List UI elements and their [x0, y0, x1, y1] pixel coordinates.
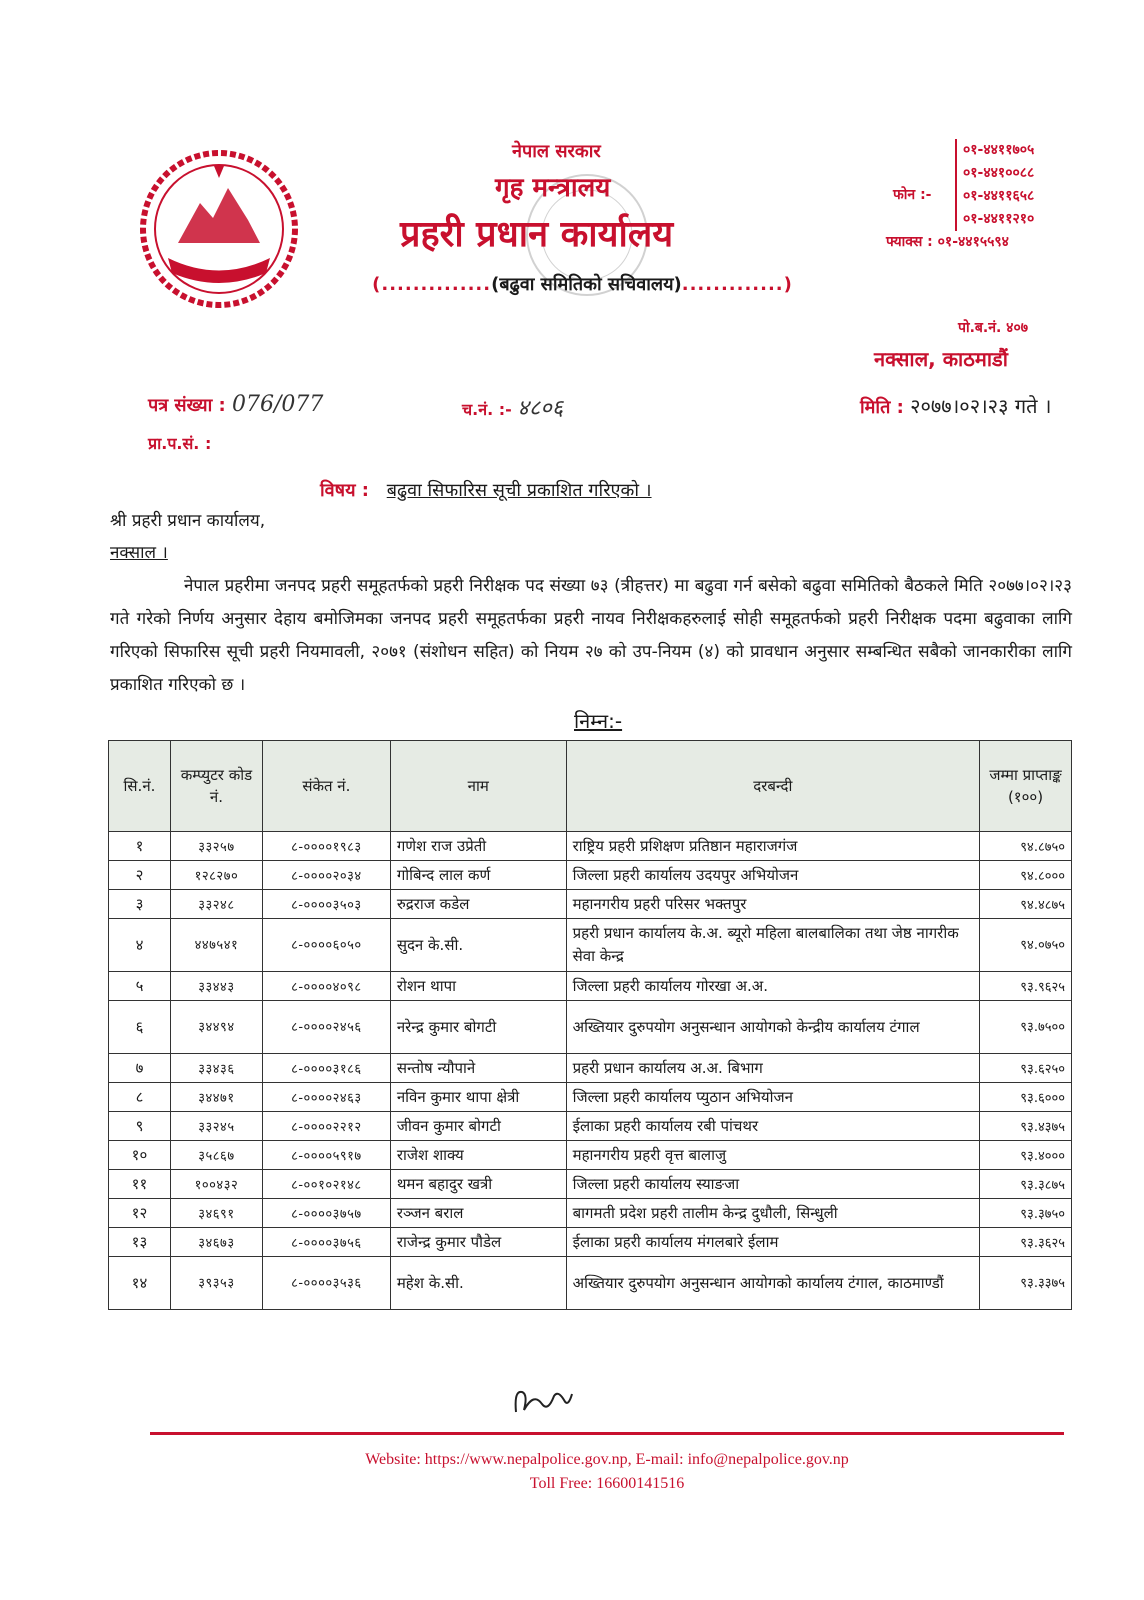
cn-label: च.नं. :- — [462, 400, 512, 419]
header-symbol: संकेत नं. — [262, 741, 390, 832]
cell-code: ३४४९४ — [170, 1001, 262, 1054]
cell-name: नविन कुमार थापा क्षेत्री — [390, 1083, 566, 1112]
cell-symbol: ८-००१०२१४८ — [262, 1170, 390, 1199]
cell-code: ४४७५४१ — [170, 919, 262, 972]
date-value: २०७७।०२।२३ गते । — [910, 394, 1052, 418]
cell-code: १२८२७० — [170, 861, 262, 890]
recipient-line-2: नक्साल । — [110, 543, 168, 563]
cell-symbol: ८-००००२४६३ — [262, 1083, 390, 1112]
cell-name: रोशन थापा — [390, 972, 566, 1001]
subject-label: विषय : — [320, 480, 369, 501]
cell-code: ३३४३६ — [170, 1054, 262, 1083]
dispatch-number — [462, 392, 563, 422]
cell-symbol: ८-००००२२१२ — [262, 1112, 390, 1141]
promotion-list-table — [108, 740, 1072, 1310]
cell-score: ९४.८००० — [980, 861, 1072, 890]
table-row — [109, 832, 1072, 861]
office-address: नक्साल, काठमाडौं — [874, 347, 1008, 371]
cell-score: ९३.३८७५ — [980, 1170, 1072, 1199]
cell-sn: ४ — [109, 919, 171, 972]
header-name: नाम — [390, 741, 566, 832]
cell-name: जीवन कुमार बोगटी — [390, 1112, 566, 1141]
ministry-title: गृह मन्त्रालय — [495, 173, 611, 203]
cell-score: ९४.०७५० — [980, 919, 1072, 972]
cell-code: ३३२४५ — [170, 1112, 262, 1141]
cell-score: ९४.८७५० — [980, 832, 1072, 861]
cell-sn: १२ — [109, 1199, 171, 1228]
cell-post: जिल्ला प्रहरी कार्यालय उदयपुर अभियोजन — [566, 861, 979, 890]
office-title: प्रहरी प्रधान कार्यालय — [400, 214, 674, 255]
table-row — [109, 972, 1072, 1001]
cell-post: जिल्ला प्रहरी कार्यालय स्याङजा — [566, 1170, 979, 1199]
header-score: जम्मा प्राप्ताङ्क (१००) — [980, 741, 1072, 832]
cell-code: ३३२४८ — [170, 890, 262, 919]
cell-score: ९३.४००० — [980, 1141, 1072, 1170]
cell-post: जिल्ला प्रहरी कार्यालय प्युठान अभियोजन — [566, 1083, 979, 1112]
cn-value: ४८०६ — [517, 396, 564, 421]
table-row — [109, 1257, 1072, 1310]
cell-sn: ९ — [109, 1112, 171, 1141]
cell-name: थमन बहादुर खत्री — [390, 1170, 566, 1199]
cell-sn: ५ — [109, 972, 171, 1001]
cell-name: गणेश राज उप्रेती — [390, 832, 566, 861]
cell-sn: १३ — [109, 1228, 171, 1257]
cell-symbol: ८-००००३७५७ — [262, 1199, 390, 1228]
table-row — [109, 890, 1072, 919]
cell-post: महानगरीय प्रहरी वृत्त बालाजु — [566, 1141, 979, 1170]
cell-score: ९३.७५०० — [980, 1001, 1072, 1054]
cell-post: महानगरीय प्रहरी परिसर भक्तपुर — [566, 890, 979, 919]
cell-sn: १० — [109, 1141, 171, 1170]
cell-sn: ६ — [109, 1001, 171, 1054]
cell-score: ९३.६२५० — [980, 1054, 1072, 1083]
secretariat-title: (बढुवा समितिको सचिवालय) — [491, 274, 682, 295]
cell-name: रुद्रराज कडेल — [390, 890, 566, 919]
footer-tollfree: Toll Free: 16600141516 — [529, 1475, 685, 1492]
cell-code: ३३४४३ — [170, 972, 262, 1001]
cell-name: रञ्जन बराल — [390, 1199, 566, 1228]
cell-code: ३९३५३ — [170, 1257, 262, 1310]
cell-score: ९३.३७५० — [980, 1199, 1072, 1228]
prapa-number: प्रा.प.सं. : — [148, 434, 212, 453]
table-row — [109, 1083, 1072, 1112]
cell-post: अख्तियार दुरुपयोग अनुसन्धान आयोगको केन्द्रीय कार्यालय टंगाल — [566, 1001, 979, 1054]
cell-symbol: ८-००००३७५६ — [262, 1228, 390, 1257]
cell-post: राष्ट्रिय प्रहरी प्रशिक्षण प्रतिष्ठान महाराजगंज — [566, 832, 979, 861]
table-row — [109, 1001, 1072, 1054]
cell-score: ९३.३३७५ — [980, 1257, 1072, 1310]
table-row — [109, 919, 1072, 972]
government-title: नेपाल सरकार — [512, 141, 601, 162]
header-post: दरबन्दी — [566, 741, 979, 832]
cell-symbol: ८-००००६०५० — [262, 919, 390, 972]
cell-code: १००४३२ — [170, 1170, 262, 1199]
phone-number: ०१-४४११२१० — [963, 211, 1035, 227]
below-heading: निम्न:- — [574, 709, 623, 733]
cell-code: ३४४७१ — [170, 1083, 262, 1112]
cell-symbol: ८-००००३१८६ — [262, 1054, 390, 1083]
subject-text: बढुवा सिफारिस सूची प्रकाशित गरिएको । — [386, 480, 652, 501]
letter-body: नेपाल प्रहरीमा जनपद प्रहरी समूहतर्फको प्रहरी निरीक्षक पद संख्या ७३ (त्रीहत्तर) मा बढुवा गर्न बसेको बढुवा समितिको बैठकले मिति २०७७।०२।२३ गते गरेको निर्णय अनुसार देहाय बमोजिमका जनपद प्रहरी समूहतर्फका प्रहरी नायव निरीक्षकहरुलाई सोही समूहतर्फको प्रहरी निरीक्षक पदमा बढुवाका लागि गरिएको सिफारिस सूची प्रहरी नियमावली, २०७१ (संशोधन सहित) को नियम २७ को उप-नियम (४) को प्रावधान अनुसार सम्बन्धित सबैको जानकारीका लागि प्रकाशित गरिएको छ । — [110, 576, 1072, 695]
fax-number: फ्याक्स : ०१-४४१५५९४ — [886, 234, 1009, 250]
ref-value: 076/077 — [231, 392, 324, 417]
cell-name: गोबिन्द लाल कर्ण — [390, 861, 566, 890]
cell-post: जिल्ला प्रहरी कार्यालय गोरखा अ.अ. — [566, 972, 979, 1001]
footer-website: Website: https://www.nepalpolice.gov.np, E-mail: info@nepalpolice.gov.np — [365, 1451, 849, 1468]
cell-name: सुदन के.सी. — [390, 919, 566, 972]
recipient-line-1: श्री प्रहरी प्रधान कार्यालय, — [110, 511, 266, 531]
ref-label: पत्र संख्या : — [148, 395, 226, 416]
phone-number: ०१-४४११६५८ — [963, 188, 1035, 204]
date-label: मिति : — [860, 397, 904, 418]
cell-name: सन्तोष न्यौपाने — [390, 1054, 566, 1083]
footer — [150, 1448, 1064, 1496]
cell-code: ३३२५७ — [170, 832, 262, 861]
cell-symbol: ८-००००५९१७ — [262, 1141, 390, 1170]
cell-post: प्रहरी प्रधान कार्यालय अ.अ. बिभाग — [566, 1054, 979, 1083]
cell-symbol: ८-००००२४५६ — [262, 1001, 390, 1054]
table-row — [109, 1141, 1072, 1170]
cell-code: ३४६९१ — [170, 1199, 262, 1228]
po-box: पो.ब.नं. ४०७ — [958, 320, 1029, 336]
table-row — [109, 1228, 1072, 1257]
cell-score: ९३.९६२५ — [980, 972, 1072, 1001]
cell-sn: १ — [109, 832, 171, 861]
table-row — [109, 1199, 1072, 1228]
cell-symbol: ८-००००१९८३ — [262, 832, 390, 861]
cell-symbol: ८-००००३५०३ — [262, 890, 390, 919]
cell-post: ईलाका प्रहरी कार्यालय रबी पांचथर — [566, 1112, 979, 1141]
phone-number: ०१-४४११७०५ — [963, 142, 1035, 158]
secretariat-line — [345, 272, 820, 296]
cell-code: ३४६७३ — [170, 1228, 262, 1257]
table-row — [109, 1112, 1072, 1141]
cell-symbol: ८-००००४०९८ — [262, 972, 390, 1001]
header-code: कम्प्युटर कोड नं. — [170, 741, 262, 832]
cell-post: बागमती प्रदेश प्रहरी तालीम केन्द्र दुधौली, सिन्धुली — [566, 1199, 979, 1228]
subject-line — [320, 478, 652, 502]
cell-code: ३५८६७ — [170, 1141, 262, 1170]
signature-icon — [508, 1382, 578, 1422]
table-row — [109, 861, 1072, 890]
cell-sn: ७ — [109, 1054, 171, 1083]
cell-sn: ११ — [109, 1170, 171, 1199]
cell-name: महेश के.सी. — [390, 1257, 566, 1310]
table-row — [109, 1054, 1072, 1083]
cell-name: नरेन्द्र कुमार बोगटी — [390, 1001, 566, 1054]
cell-symbol: ८-००००२०३४ — [262, 861, 390, 890]
cell-name: राजेन्द्र कुमार पौडेल — [390, 1228, 566, 1257]
footer-rule — [150, 1432, 1064, 1435]
dots-right: .............) — [681, 274, 793, 295]
cell-post: प्रहरी प्रधान कार्यालय के.अ. ब्यूरो महिला बालबालिका तथा जेष्ठ नागरीक सेवा केन्द्र — [566, 919, 979, 972]
cell-post: ईलाका प्रहरी कार्यालय मंगलबारे ईलाम — [566, 1228, 979, 1257]
cell-score: ९४.४८७५ — [980, 890, 1072, 919]
phone-number: ०१-४४१००८८ — [963, 165, 1035, 181]
cell-sn: ८ — [109, 1083, 171, 1112]
nepal-emblem-icon — [138, 148, 300, 310]
cell-score: ९३.३६२५ — [980, 1228, 1072, 1257]
cell-sn: ३ — [109, 890, 171, 919]
cell-symbol: ८-००००३५३६ — [262, 1257, 390, 1310]
reference-number — [148, 392, 323, 417]
cell-post: अख्तियार दुरुपयोग अनुसन्धान आयोगको कार्यालय टंगाल, काठमाण्डौं — [566, 1257, 979, 1310]
cell-name: राजेश शाक्य — [390, 1141, 566, 1170]
cell-score: ९३.६००० — [980, 1083, 1072, 1112]
cell-score: ९३.४३७५ — [980, 1112, 1072, 1141]
table-row — [109, 1170, 1072, 1199]
cell-sn: २ — [109, 861, 171, 890]
phone-list — [955, 139, 1034, 231]
cell-sn: १४ — [109, 1257, 171, 1310]
letter-date — [860, 392, 1051, 419]
header-sn: सि.नं. — [109, 741, 171, 832]
phone-label: फोन :- — [893, 187, 932, 203]
dots-left: (.............. — [372, 274, 492, 295]
